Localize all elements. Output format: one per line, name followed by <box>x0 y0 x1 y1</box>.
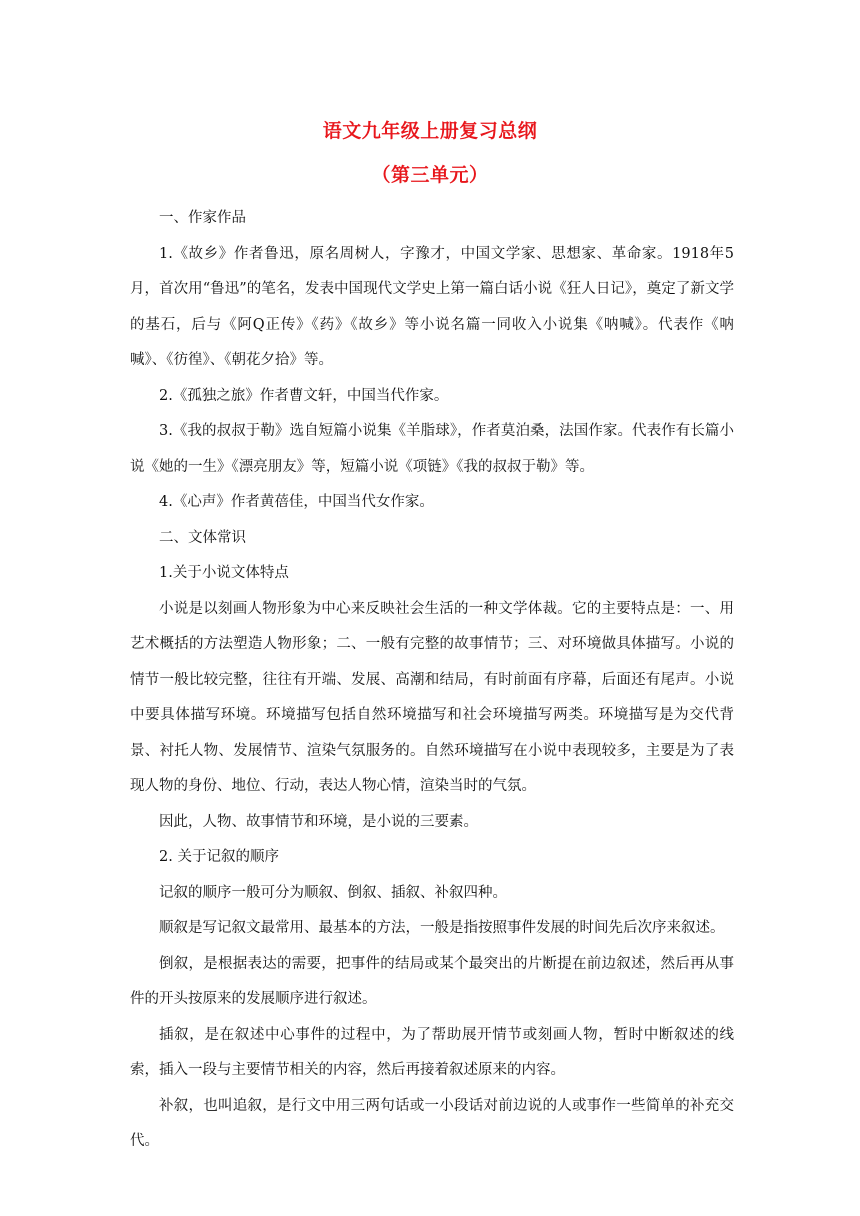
section-heading-genre: 二、文体常识 <box>159 529 246 546</box>
document-body <box>130 201 734 1160</box>
paragraph-novel-features: 小说是以刻画人物形象为中心来反映社会生活的一种文学体裁。它的主要特点是：一、用艺术概括的方法塑造人物形象；二、一般有完整的故事情节；三、对环境做具体描写。小说的情节一般比较完整，往往有开端、发展、高潮和结局，有时前面有序幕，后面还有尾声。小说中要具体描写环境。环境描写包括自然环境描写和社会环境描写两类。环境描写是为交代背景、衬托人物、发展情节、渲染气氛服务的。自然环境描写在小说中表现较多，主要是为了表现人物的身份、地位、行动，表达人物心情，渲染当时的气氛。 <box>130 600 734 794</box>
paragraph-gudu-zhi-lv: 2.《孤独之旅》作者曹文轩，中国当代作家。 <box>159 387 449 404</box>
paragraph-buxu: 补叙，也叫追叙，是行文中用三两句话或一小段话对前边说的人或事作一些简单的补充交代。 <box>130 1097 734 1149</box>
paragraph-guxiang: 1.《故乡》作者鲁迅，原名周树人，字豫才，中国文学家、思想家、革命家。1918年5月，首次用“鲁迅”的笔名，发表中国现代文学史上第一篇白话小说《狂人日记》，奠定了新文学的基石，后与《阿Q正传》《药》《故乡》等小说名篇一同收入小说集《呐喊》。代表作《呐喊》、《彷徨》、《朝花夕拾》等。 <box>130 245 734 368</box>
subheading-narrative-order: 2. 关于记叙的顺序 <box>159 849 279 865</box>
paragraph-xinsheng: 4.《心声》作者黄蓓佳，中国当代女作家。 <box>159 494 434 510</box>
subheading-novel-features: 1.关于小说文体特点 <box>159 565 289 581</box>
section-heading-authors: 一、作家作品 <box>159 210 246 226</box>
paragraph-order-types: 记叙的顺序一般可分为顺叙、倒叙、插叙、补叙四种。 <box>159 884 507 901</box>
paragraph-three-elements: 因此，人物、故事情节和环境，是小说的三要素。 <box>159 813 478 830</box>
paragraph-daoxu: 倒叙，是根据表达的需要，把事件的结局或某个最突出的片断提在前边叙述，然后再从事件的开头按原来的发展顺序进行叙述。 <box>130 955 734 1007</box>
paragraph-chaxu: 插叙，是在叙述中心事件的过程中，为了帮助展开情节或刻画人物，暂时中断叙述的线索，插入一段与主要情节相关的内容，然后再接着叙述原来的内容。 <box>130 1026 734 1078</box>
paragraph-shunxu: 顺叙是写记叙文最常用、最基本的方法，一般是指按照事件发展的时间先后次序来叙述。 <box>159 920 725 936</box>
document-title: 语文九年级上册复习总纲 <box>322 120 538 142</box>
paragraph-shushu-yule: 3.《我的叔叔于勒》选自短篇小说集《羊脂球》，作者莫泊桑，法国作家。代表作有长篇小说《她的一生》《漂亮朋友》等，短篇小说《项链》《我的叔叔于勒》等。 <box>130 423 734 475</box>
document-subtitle: （第三单元） <box>371 164 489 186</box>
